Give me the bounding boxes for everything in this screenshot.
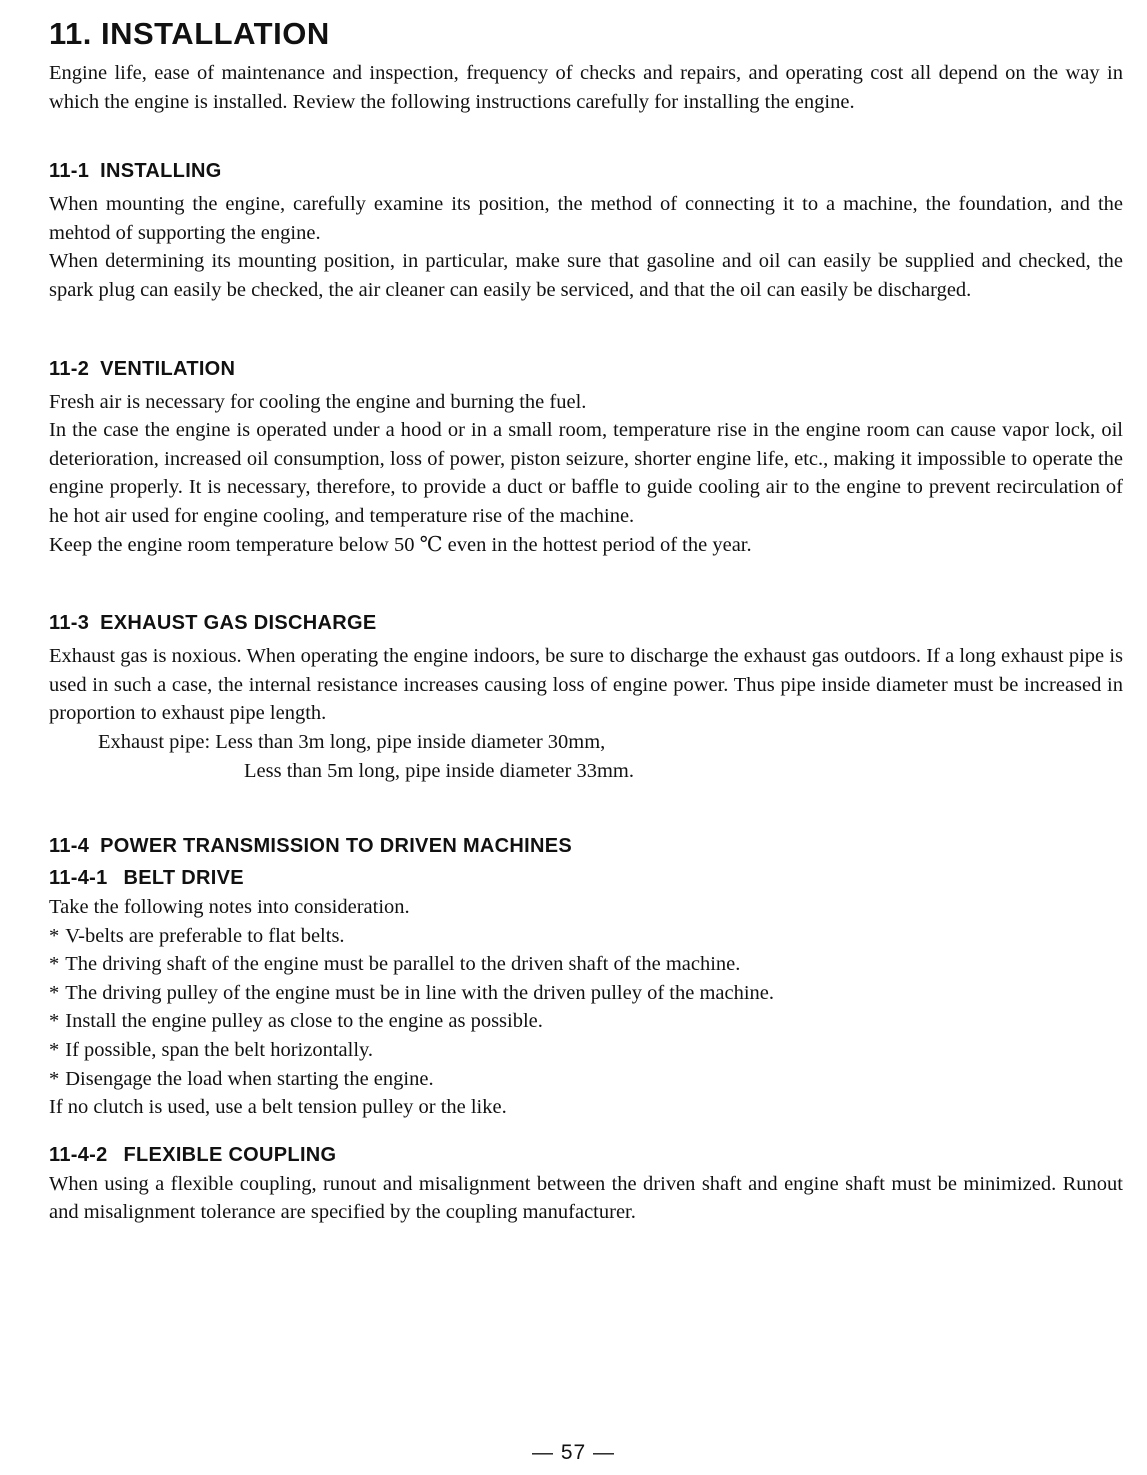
subsection-title: BELT DRIVE	[123, 867, 244, 890]
bullet-marker: *	[49, 1067, 60, 1090]
subsection-trailer: If no clutch is used, use a belt tension pulley or the like.	[49, 1096, 507, 1119]
page-number: — 57 —	[531, 1441, 616, 1464]
subsection-heading	[49, 865, 1123, 891]
section-heading	[49, 833, 1123, 859]
section-paragraph: Exhaust gas is noxious. When operating the engine indoors, be sure to discharge the exhaust gas outdoors. If a long exhaust pipe is used in such a case, the internal resistance increases causing loss of engine power. Thus pipe inside diameter must be increased in proportion to exhaust pipe length.	[49, 645, 1123, 725]
list-item-text: Install the engine pulley as close to the engine as possible.	[65, 1010, 543, 1033]
list-item	[49, 922, 1123, 951]
list-item-text: Disengage the load when starting the engine.	[65, 1067, 434, 1090]
subsection-belt-drive	[49, 865, 1123, 1122]
section-number: 11-1	[49, 160, 90, 183]
subsection-lead: Take the following notes into consideration.	[49, 896, 410, 919]
subsection-heading	[49, 1142, 1123, 1168]
document-page	[49, 14, 1123, 1227]
list-item	[49, 950, 1123, 979]
section-title: EXHAUST GAS DISCHARGE	[100, 612, 377, 635]
section-heading	[49, 610, 1123, 636]
subsection-flexible-coupling	[49, 1142, 1123, 1227]
bullet-marker: *	[49, 924, 60, 947]
section-installing	[49, 158, 1123, 304]
subsection-title: FLEXIBLE COUPLING	[123, 1143, 337, 1166]
list-item	[49, 1036, 1123, 1065]
section-paragraph: When mounting the engine, carefully examine its position, the method of connecting it to a machine, the foundation, and the mehtod of supporting the engine.	[49, 193, 1123, 244]
section-number: 11-3	[49, 612, 90, 635]
list-item-text: V-belts are preferable to flat belts.	[65, 924, 345, 947]
page-title: 11. INSTALLATION	[49, 16, 330, 51]
section-exhaust	[49, 610, 1123, 785]
section-power-transmission	[49, 833, 1123, 1227]
list-item-text: The driving shaft of the engine must be parallel to the driven shaft of the machine.	[65, 953, 741, 976]
section-title: POWER TRANSMISSION TO DRIVEN MACHINES	[100, 835, 573, 858]
bullet-marker: *	[49, 981, 60, 1004]
intro-paragraph: Engine life, ease of maintenance and inspection, frequency of checks and repairs, and operating cost all depend on the way in which the engine is installed. Review the following instructions carefully for installing the engine.	[49, 62, 1123, 113]
subsection-number: 11-4-1	[49, 867, 108, 890]
section-heading	[49, 158, 1123, 184]
section-paragraph: In the case the engine is operated under a hood or in a small room, temperature rise in the engine room can cause vapor lock, oil deterioration, increased oil consumption, loss of power, piston seizure, shorter engine life, etc., making it impossible to operate the engine properly. It is necessary, therefore, to provide a duct or baffle to guide cooling air to the engine to prevent recirculation of he hot air used for engine cooling, and temperature rise of the machine.	[49, 419, 1123, 527]
belt-drive-notes	[49, 922, 1123, 1094]
list-item-text: If possible, span the belt horizontally.	[65, 1039, 374, 1062]
section-title: INSTALLING	[100, 160, 222, 183]
list-item	[49, 1065, 1123, 1094]
bullet-marker: *	[49, 1010, 60, 1033]
list-item	[49, 979, 1123, 1008]
exhaust-pipe-spec-1: Exhaust pipe: Less than 3m long, pipe inside diameter 30mm,	[98, 730, 606, 753]
section-number: 11-4	[49, 835, 90, 858]
section-title: VENTILATION	[100, 357, 236, 380]
section-paragraph: When determining its mounting position, in particular, make sure that gasoline and oil can easily be supplied and checked, the spark plug can easily be checked, the air cleaner can easily be serviced, and that the oil can easily be discharged.	[49, 250, 1123, 301]
bullet-marker: *	[49, 1039, 60, 1062]
bullet-marker: *	[49, 953, 60, 976]
section-paragraph: Fresh air is necessary for cooling the engine and burning the fuel.	[49, 390, 587, 413]
list-item	[49, 1007, 1123, 1036]
exhaust-pipe-spec-2: Less than 5m long, pipe inside diameter 33mm.	[244, 759, 635, 782]
section-number: 11-2	[49, 357, 90, 380]
section-paragraph: Keep the engine room temperature below 50 ℃ even in the hottest period of the year.	[49, 533, 752, 556]
subsection-number: 11-4-2	[49, 1143, 108, 1166]
section-ventilation	[49, 356, 1123, 560]
subsection-paragraph: When using a flexible coupling, runout and misalignment between the driven shaft and engine shaft must be minimized. Runout and misalignment tolerance are specified by the coupling manufacturer.	[49, 1172, 1123, 1224]
section-heading	[49, 356, 1123, 382]
list-item-text: The driving pulley of the engine must be in line with the driven pulley of the machine.	[65, 981, 775, 1004]
